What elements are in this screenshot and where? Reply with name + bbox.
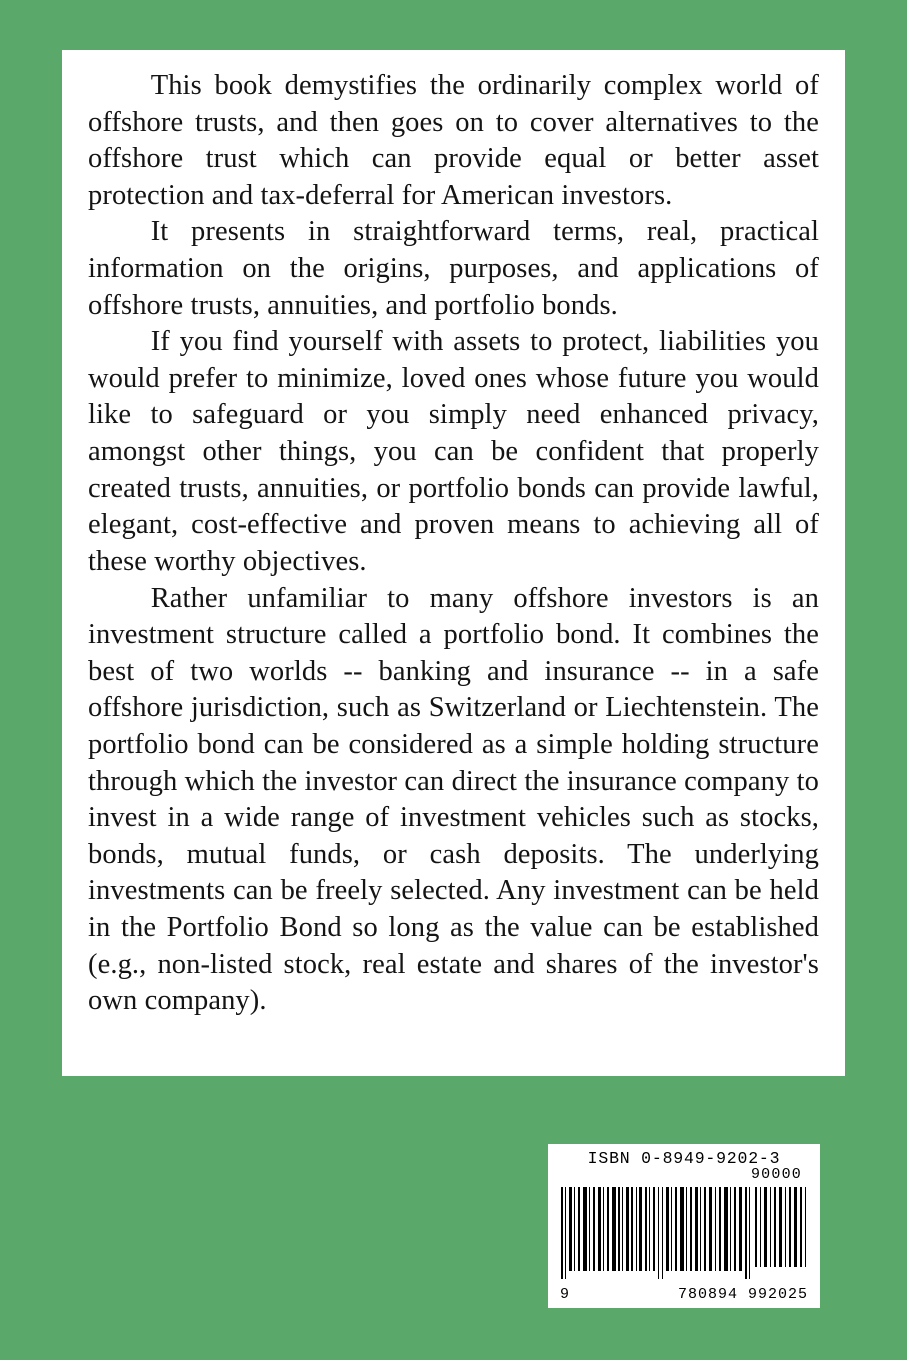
isbn-barcode-block <box>548 1144 820 1308</box>
blurb-paragraph-4: Rather unfamiliar to many offshore investors is an investment structure called a portfolio bond. It combines the best of two worlds -- banking and insurance -- in a safe offshore jurisdiction, such as Switzerland or Liechtenstein. The portfolio bond can be considered as a simple holding structure through which the investor can direct the insurance company to invest in a wide range of investment vehicles such as stocks, bonds, mutual funds, or cash deposits. The underlying investments can be freely selected. Any investment can be held in the Portfolio Bond so long as the value can be established (e.g., non-listed stock, real estate and shares of the investor's own company). <box>88 582 819 1017</box>
blurb-paragraph-1: This book demystifies the ordinarily complex world of offshore trusts, and then goes on to cover alternatives to the offshore trust which can provide equal or better asset protection and tax-deferral for American investors. <box>88 70 819 211</box>
isbn-price-code: 90000 <box>750 1166 802 1184</box>
blurb-paragraph-3: If you find yourself with assets to protect, liabilities you would prefer to minimize, loved ones whose future you would like to safeguard or you simply need enhanced privacy, amongst other things, you can be confident that properly created trusts, annuities, or portfolio bonds can provide lawful, elegant, cost-effective and proven means to achieving all of these worthy objectives. <box>88 326 819 577</box>
isbn-text: ISBN 0-8949-9202-3 <box>587 1149 781 1168</box>
barcode-digit-right: 780894 992025 <box>677 1285 808 1303</box>
barcode-digit-left: 9 <box>560 1285 571 1303</box>
barcode-digits <box>556 1286 812 1303</box>
barcode-svg <box>559 1187 809 1285</box>
blurb-panel <box>62 50 845 1076</box>
barcode-bars <box>556 1187 812 1285</box>
blurb-paragraph-2: It presents in straightforward terms, real, practical information on the origins, purposes, and applications of offshore trusts, annuities, and portfolio bonds. <box>88 216 819 321</box>
